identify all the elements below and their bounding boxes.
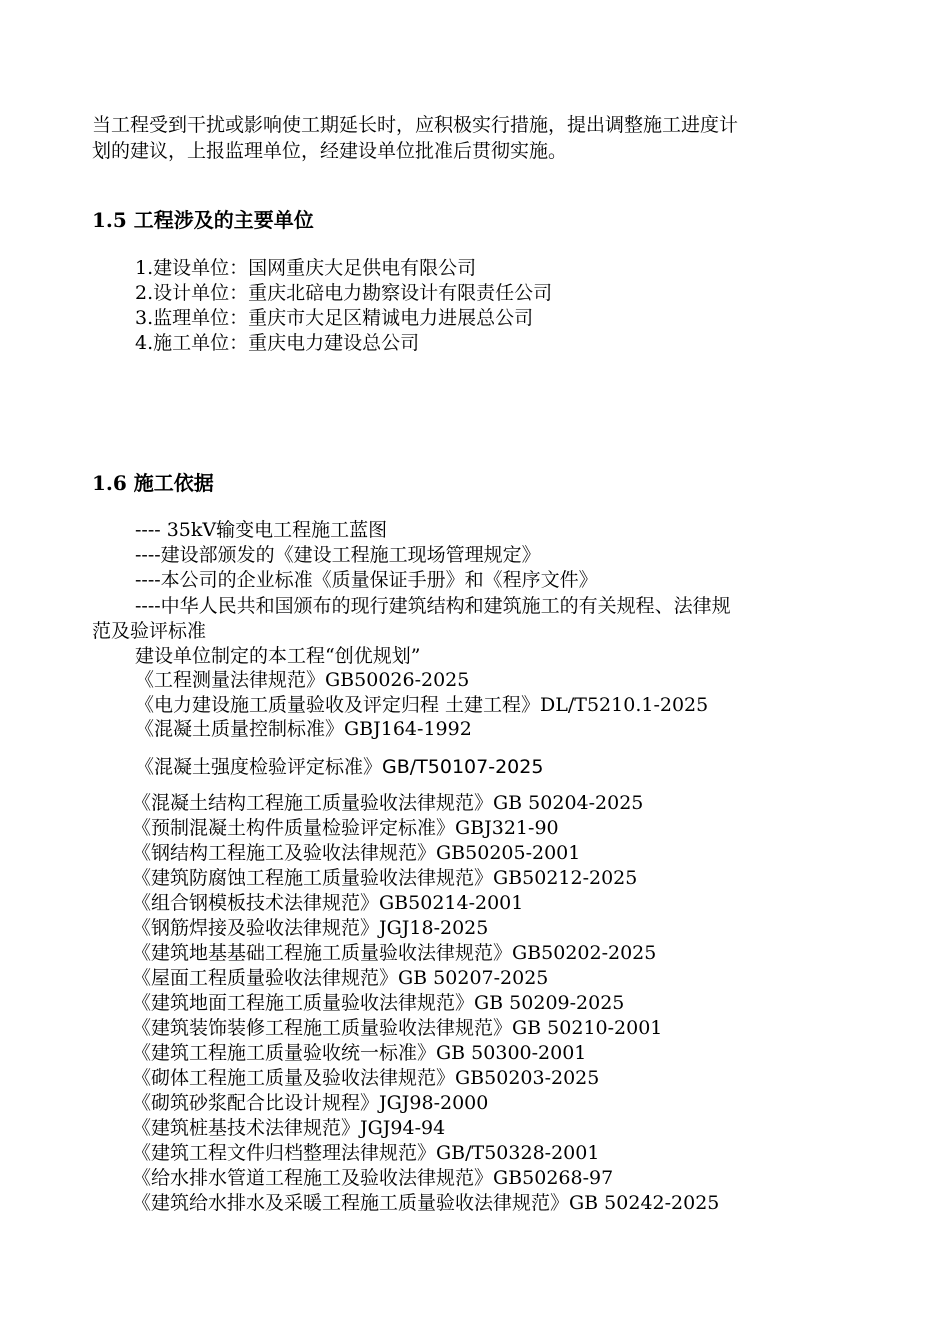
unit-item: 1.建设单位：国网重庆大足供电有限公司 (135, 257, 477, 279)
intro-line-1: 当工程受到干扰或影响使工期延长时，应积极实行措施，提出调整施工进度计 (92, 114, 739, 136)
standard-item: 《屋面工程质量验收法律规范》GB 50207-2025 (132, 967, 549, 989)
standard-item: 《建筑装饰装修工程施工质量验收法律规范》GB 50210-2001 (132, 1017, 663, 1039)
basis-item: ----建设部颁发的《建设工程施工现场管理规定》 (135, 544, 541, 566)
standard-item: 《建筑防腐蚀工程施工质量验收法律规范》GB50212-2025 (132, 867, 638, 889)
standard-item: 《钢筋焊接及验收法律规范》JGJ18-2025 (132, 917, 489, 939)
basis-item: ---- 35kV输变电工程施工蓝图 (135, 519, 388, 541)
unit-item: 3.监理单位：重庆市大足区精诚电力进展总公司 (135, 307, 534, 329)
standard-item: 《建筑给水排水及采暖工程施工质量验收法律规范》GB 50242-2025 (132, 1192, 720, 1214)
standard-item: 《给水排水管道工程施工及验收法律规范》GB50268-97 (132, 1167, 614, 1189)
unit-item: 4.施工单位：重庆电力建设总公司 (135, 332, 420, 354)
section-1-5-heading: 1.5 工程涉及的主要单位 (92, 208, 314, 232)
plan-line: 建设单位制定的本工程“创优规划” (135, 645, 421, 667)
standard-item: 《混凝土质量控制标准》GBJ164-1992 (135, 718, 472, 740)
section-1-6-heading: 1.6 施工依据 (92, 471, 214, 495)
standard-item: 《组合钢模板技术法律规范》GB50214-2001 (132, 892, 524, 914)
standard-item: 《预制混凝土构件质量检验评定标准》GBJ321-90 (132, 817, 559, 839)
standard-item: 《建筑工程文件归档整理法律规范》GB/T50328-2001 (132, 1142, 600, 1164)
standard-item: 《电力建设施工质量验收及评定归程 土建工程》DL/T5210.1-2025 (135, 694, 709, 716)
standard-item: 《砌筑砂浆配合比设计规程》JGJ98-2000 (132, 1092, 489, 1114)
standard-item: 《钢结构工程施工及验收法律规范》GB50205-2001 (132, 842, 581, 864)
basis-item: ----本公司的企业标准《质量保证手册》和《程序文件》 (135, 569, 598, 591)
standard-item: 《混凝土结构工程施工质量验收法律规范》GB 50204-2025 (132, 792, 644, 814)
unit-item: 2.设计单位：重庆北碚电力勘察设计有限责任公司 (135, 282, 553, 304)
standard-item: 《建筑地基基础工程施工质量验收法律规范》GB50202-2025 (132, 942, 657, 964)
intro-line-2: 划的建议，上报监理单位，经建设单位批准后贯彻实施。 (92, 140, 568, 162)
standard-item: 《建筑工程施工质量验收统一标准》GB 50300-2001 (132, 1042, 587, 1064)
standard-item: 《砌体工程施工质量及验收法律规范》GB50203-2025 (132, 1067, 600, 1089)
standard-item: 《建筑桩基技术法律规范》JGJ94-94 (132, 1117, 446, 1139)
standard-item: 《混凝土强度检验评定标准》GB/T50107-2025 (135, 756, 544, 778)
standard-item: 《工程测量法律规范》GB50026-2025 (135, 669, 470, 691)
basis-item: ----中华人民共和国颁布的现行建筑结构和建筑施工的有关规程、法律规 (135, 595, 731, 617)
basis-item-continued: 范及验评标准 (92, 620, 207, 642)
standard-item: 《建筑地面工程施工质量验收法律规范》GB 50209-2025 (132, 992, 625, 1014)
